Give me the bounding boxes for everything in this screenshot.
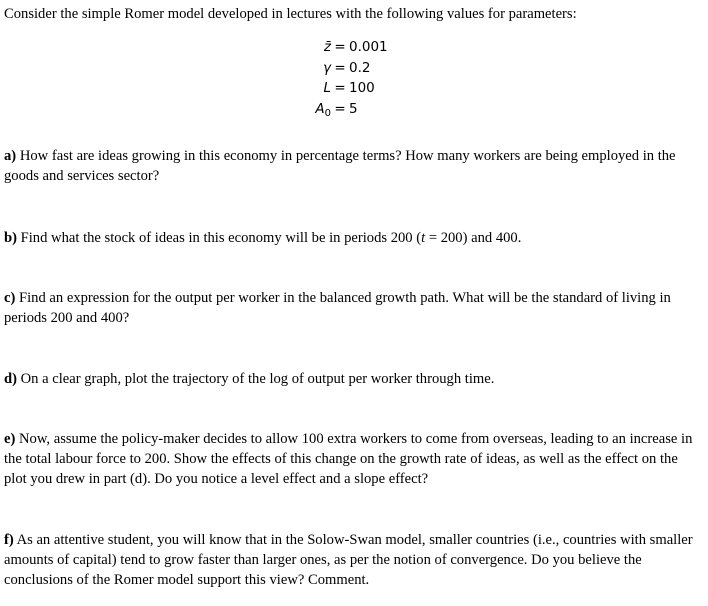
parameter-symbol: L xyxy=(323,80,331,96)
equals-sign: = xyxy=(334,100,346,117)
parameter-value: 0.2 xyxy=(349,59,371,76)
question-a xyxy=(4,146,704,186)
parameter-gamma xyxy=(300,58,420,79)
question-label: c) xyxy=(4,290,16,306)
parameter-value: 100 xyxy=(349,80,375,96)
parameter-value: 5 xyxy=(349,100,358,117)
question-text: Find what the stock of ideas in this economy will be in periods 200 ( xyxy=(20,230,422,246)
question-b xyxy=(4,228,704,248)
question-text: As an attentive student, you will know that in the Solow-Swan model, smaller countries (i.e., countries with smaller amounts of capital) tend to grow faster than larger ones, as per the notion of convergence. Do you believe the conclusions of the Romer model support this view? Comment. xyxy=(4,532,693,588)
equals-sign: = xyxy=(334,59,346,76)
question-text: On a clear graph, plot the trajectory of the log of output per worker through time. xyxy=(20,371,495,387)
question-text: Now, assume the policy-maker decides to allow 100 extra workers to come from overseas, leading to an increase in the total labour force to 200. Show the effects of this change on the growth rate of ideas, as well as the effect on the plot you drew in part (d). Do you notice a level effect and a slope effect? xyxy=(4,431,693,487)
question-text-end: = 200) and 400. xyxy=(425,230,522,246)
question-label: a) xyxy=(4,148,17,164)
parameter-symbol: $A_0$ xyxy=(315,100,331,119)
parameter-l xyxy=(300,78,420,99)
question-label: e) xyxy=(4,431,16,447)
parameter-a0 xyxy=(300,99,420,120)
equals-sign: = xyxy=(334,39,346,55)
question-d xyxy=(4,369,704,389)
question-label: b) xyxy=(4,230,17,246)
question-f xyxy=(4,530,704,590)
parameter-symbol: z̄ xyxy=(323,39,331,55)
question-e xyxy=(4,429,704,489)
parameter-value: 0.001 xyxy=(349,39,388,55)
question-label: f) xyxy=(4,532,14,548)
parameter-subscript: 0 xyxy=(324,107,331,119)
question-text: Find an expression for the output per worker in the balanced growth path. What will be the standard of living in periods 200 and 400? xyxy=(4,290,671,326)
equals-sign: = xyxy=(334,80,346,96)
parameter-z-bar xyxy=(300,37,420,58)
parameter-symbol: γ xyxy=(323,59,331,76)
parameter-list xyxy=(300,37,420,119)
question-label: d) xyxy=(4,371,17,387)
intro-text: Consider the simple Romer model developed in lectures with the following values for parameters: xyxy=(4,6,577,22)
question-text: How fast are ideas growing in this economy in percentage terms? How many workers are being employed in the goods and services sector? xyxy=(4,148,676,184)
question-c xyxy=(4,288,704,328)
time-variable: t xyxy=(421,230,426,246)
